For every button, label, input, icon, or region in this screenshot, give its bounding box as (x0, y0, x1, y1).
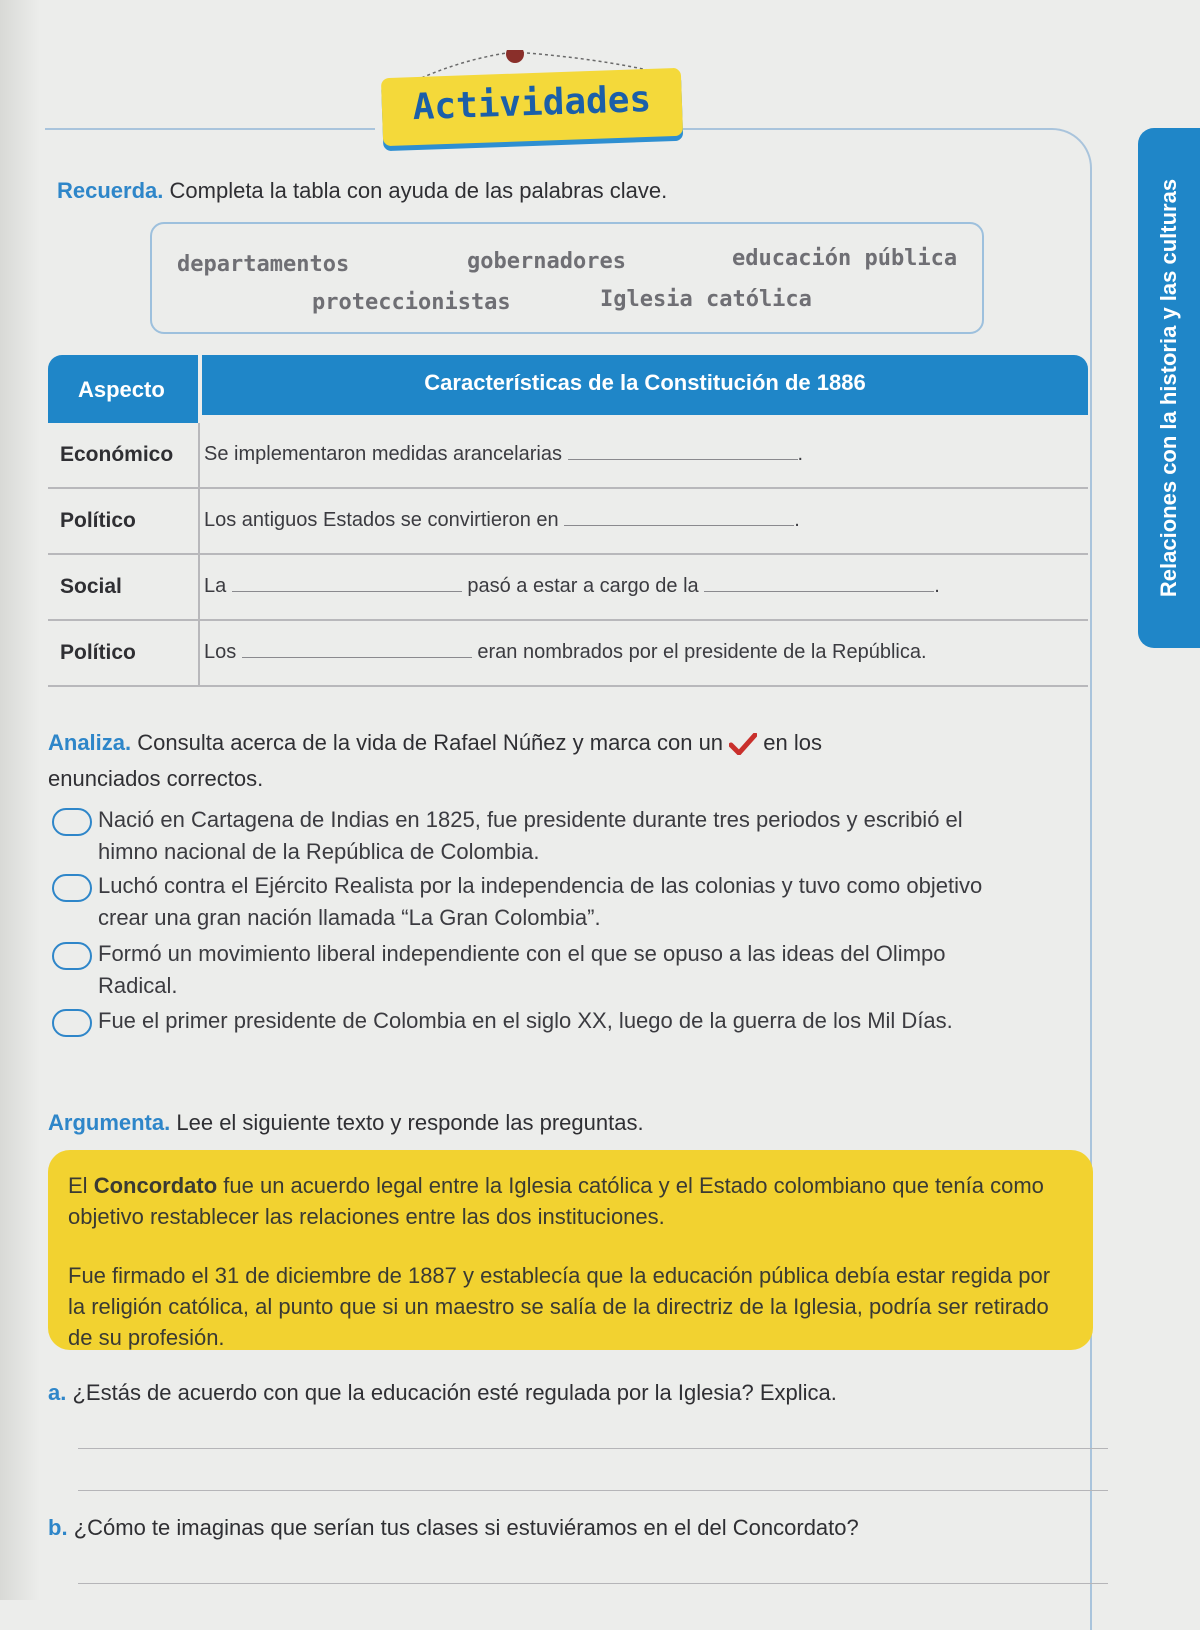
keyword: educación pública (732, 246, 958, 271)
option-text: Luchó contra el Ejército Realista por la independencia de las colonias y tuvo como objetivo crear una gran nación llamada “La Gran Colombia”. (98, 873, 983, 930)
pin-icon (506, 50, 524, 63)
option-text: Fue el primer presidente de Colombia en el siglo XX, luego de la guerra de los Mil Días. (98, 1008, 953, 1033)
table-header-characteristics (202, 355, 1088, 415)
side-tab-label: Relaciones con la historia y las culturas (1156, 178, 1181, 598)
page-binding-shadow (0, 0, 40, 1600)
cell-text: Los antiguos Estados se convirtieron en (204, 509, 559, 531)
page-title: Actividades (412, 78, 652, 129)
row-aspect: Económico (60, 443, 174, 466)
section3-label: Argumenta. (48, 1110, 171, 1135)
option-checkbox[interactable] (52, 1009, 92, 1037)
title-badge (381, 68, 683, 146)
text-paragraph-1 (68, 1170, 1068, 1232)
row-aspect: Político (60, 509, 136, 532)
text-paragraph-2: Fue firmado el 31 de diciembre de 1887 y establecía que la educación pública debía estar regida por la religión católica, al punto que si un maestro se salía de la directriz de la Iglesia, podría ser retirado de su profesión. (68, 1263, 1051, 1350)
answer-blank[interactable] (232, 573, 462, 592)
row-aspect: Político (60, 641, 136, 664)
answer-line[interactable] (78, 1448, 1108, 1449)
cell-text: Los (204, 641, 237, 663)
section1-heading (57, 178, 667, 204)
section2-instruction-end: en los (763, 730, 823, 755)
row-characteristic (204, 639, 927, 664)
text-bold-term: Concordato (93, 1173, 218, 1198)
keyword: gobernadores (467, 249, 626, 274)
cell-text: eran nombrados por el presidente de la República. (477, 641, 927, 663)
answer-line[interactable] (78, 1583, 1108, 1584)
option-text: Formó un movimiento liberal independiente con el que se opuso a las ideas del Olimpo Radical. (98, 941, 946, 998)
table-row (48, 621, 1088, 687)
section3-heading (48, 1110, 644, 1136)
section2-label: Analiza. (48, 730, 132, 755)
cell-text: pasó a estar a cargo de la (467, 575, 699, 597)
question-text: ¿Cómo te imaginas que serían tus clases si estuviéramos en el del Concordato? (73, 1515, 859, 1540)
row-characteristic (204, 441, 803, 466)
option-checkbox[interactable] (52, 874, 92, 902)
cell-text: . (794, 509, 800, 531)
constitution-table (48, 355, 1088, 687)
answer-blank[interactable] (704, 573, 934, 592)
option-checkbox[interactable] (52, 942, 92, 970)
question-a (48, 1380, 837, 1406)
question-b (48, 1515, 859, 1541)
header-characteristics-label: Características de la Constitución de 1886 (424, 370, 866, 395)
section2-heading (48, 725, 1048, 797)
section1-instruction: Completa la tabla con ayuda de las palabras clave. (169, 178, 668, 203)
row-divider (198, 555, 200, 619)
keyword: departamentos (177, 252, 350, 277)
cell-text: . (797, 443, 804, 465)
answer-blank[interactable] (242, 639, 472, 658)
option-checkbox[interactable] (52, 808, 92, 836)
table-row (48, 555, 1088, 621)
table-header-aspect (48, 355, 198, 423)
checkmark-icon (729, 733, 757, 755)
table-header (48, 355, 1088, 423)
header-aspect-label: Aspecto (78, 377, 165, 402)
concordato-text-box (48, 1150, 1093, 1350)
row-characteristic (204, 573, 940, 598)
section2-instruction: Consulta acerca de la vida de Rafael Núñez y marca con un (137, 730, 724, 755)
table-row (48, 423, 1088, 489)
row-divider (198, 621, 200, 685)
row-divider (198, 423, 200, 487)
keyword: Iglesia católica (600, 287, 812, 312)
text-fragment: El (68, 1173, 88, 1198)
cell-text: . (934, 575, 940, 597)
question-text: ¿Estás de acuerdo con que la educación esté regulada por la Iglesia? Explica. (72, 1380, 837, 1405)
question-letter: b. (48, 1515, 68, 1540)
answer-blank[interactable] (564, 507, 794, 526)
row-aspect: Social (60, 575, 122, 598)
cell-text: La (204, 575, 227, 597)
section3-instruction: Lee el siguiente texto y responde las preguntas. (176, 1110, 644, 1135)
question-letter: a. (48, 1380, 67, 1405)
table-row (48, 489, 1088, 555)
option-text: Nació en Cartagena de Indias en 1825, fue presidente durante tres periodos y escribió el himno nacional de la República de Colombia. (98, 807, 963, 864)
frame-top-left (45, 128, 375, 130)
answer-blank[interactable] (568, 441, 798, 460)
section1-label: Recuerda. (57, 178, 164, 203)
answer-line[interactable] (78, 1490, 1108, 1491)
row-divider (198, 489, 200, 553)
row-characteristic (204, 507, 800, 532)
cell-text: Se implementaron medidas arancelarias (204, 443, 562, 465)
keyword-box (150, 222, 984, 334)
text-fragment: fue un acuerdo legal entre la Iglesia católica y el Estado colombiano que tenía como objetivo restablecer las relaciones entre las dos instituciones. (68, 1173, 1044, 1229)
section2-instruction-line2: enunciados correctos. (48, 766, 264, 791)
keyword: proteccionistas (312, 290, 511, 315)
